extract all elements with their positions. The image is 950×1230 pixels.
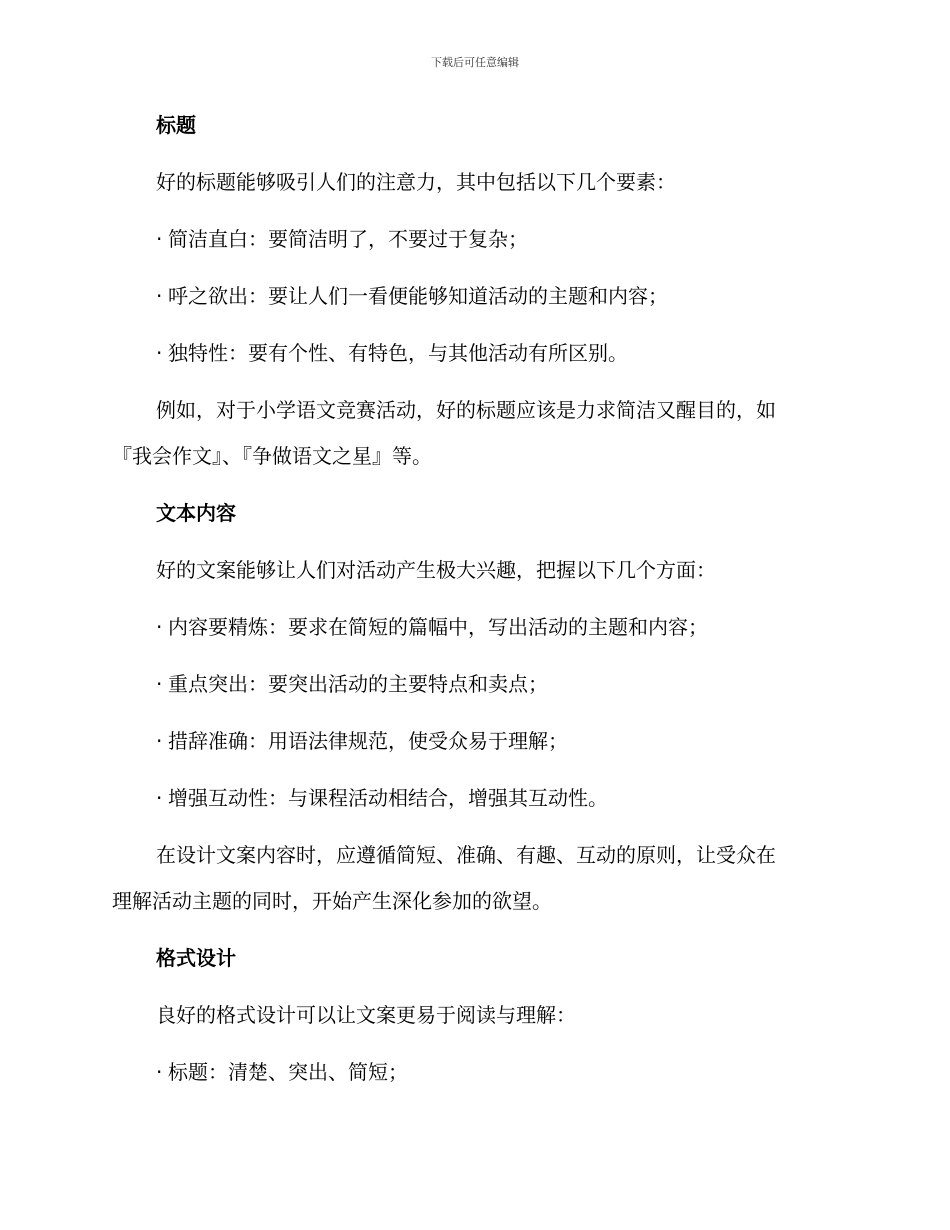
- section-intro: 良好的格式设计可以让文案更易于阅读与理解：: [156, 1003, 576, 1027]
- bullet-item: [112, 339, 830, 367]
- bullet-item: [112, 784, 830, 812]
- section-heading-title: 标题: [156, 113, 196, 137]
- bullet-dot: ·: [156, 341, 163, 365]
- bullet-dot: ·: [156, 1060, 163, 1084]
- bullet-text: 措辞准确：用语法律规范，使受众易于理解；: [168, 729, 568, 753]
- section-heading-text-content: 文本内容: [156, 501, 236, 525]
- bullet-item: [112, 225, 830, 253]
- bullet-dot: ·: [156, 672, 163, 696]
- bullet-text: 重点突出：要突出活动的主要特点和卖点；: [168, 672, 548, 696]
- summary-line: 『我会作文』、『争做语文之星』等。: [112, 444, 432, 468]
- summary-line: 在设计文案内容时，应遵循简短、准确、有趣、互动的原则，让受众在: [156, 843, 776, 867]
- section-intro: 好的文案能够让人们对活动产生极大兴趣，把握以下几个方面：: [156, 558, 716, 582]
- summary-line: 理解活动主题的同时，开始产生深化参加的欲望。: [112, 889, 552, 913]
- section-summary: [112, 841, 830, 915]
- bullet-item: [112, 670, 830, 698]
- bullet-dot: ·: [156, 615, 163, 639]
- bullet-text: 简洁直白：要简洁明了，不要过于复杂；: [168, 227, 528, 251]
- bullet-text: 内容要精炼：要求在简短的篇幅中，写出活动的主题和内容；: [168, 615, 708, 639]
- bullet-item: [112, 727, 830, 755]
- bullet-item: [112, 1058, 830, 1086]
- bullet-item: [112, 282, 830, 310]
- section-intro: 好的标题能够吸引人们的注意力，其中包括以下几个要素：: [156, 170, 676, 194]
- bullet-dot: ·: [156, 284, 163, 308]
- bullet-dot: ·: [156, 227, 163, 251]
- bullet-text: 独特性：要有个性、有特色，与其他活动有所区别。: [168, 341, 628, 365]
- page-header: 下载后可任意编辑: [431, 56, 519, 69]
- section-heading-format-design: 格式设计: [156, 946, 236, 970]
- bullet-text: 增强互动性：与课程活动相结合，增强其互动性。: [168, 786, 608, 810]
- bullet-text: 标题：清楚、突出、简短；: [168, 1060, 408, 1084]
- bullet-item: [112, 613, 830, 641]
- bullet-dot: ·: [156, 786, 163, 810]
- section-summary: [112, 396, 830, 470]
- summary-line: 例如，对于小学语文竞赛活动，好的标题应该是力求简洁又醒目的，如: [156, 398, 776, 422]
- bullet-dot: ·: [156, 729, 163, 753]
- document-body: [112, 111, 830, 1115]
- bullet-text: 呼之欲出：要让人们一看便能够知道活动的主题和内容；: [168, 284, 668, 308]
